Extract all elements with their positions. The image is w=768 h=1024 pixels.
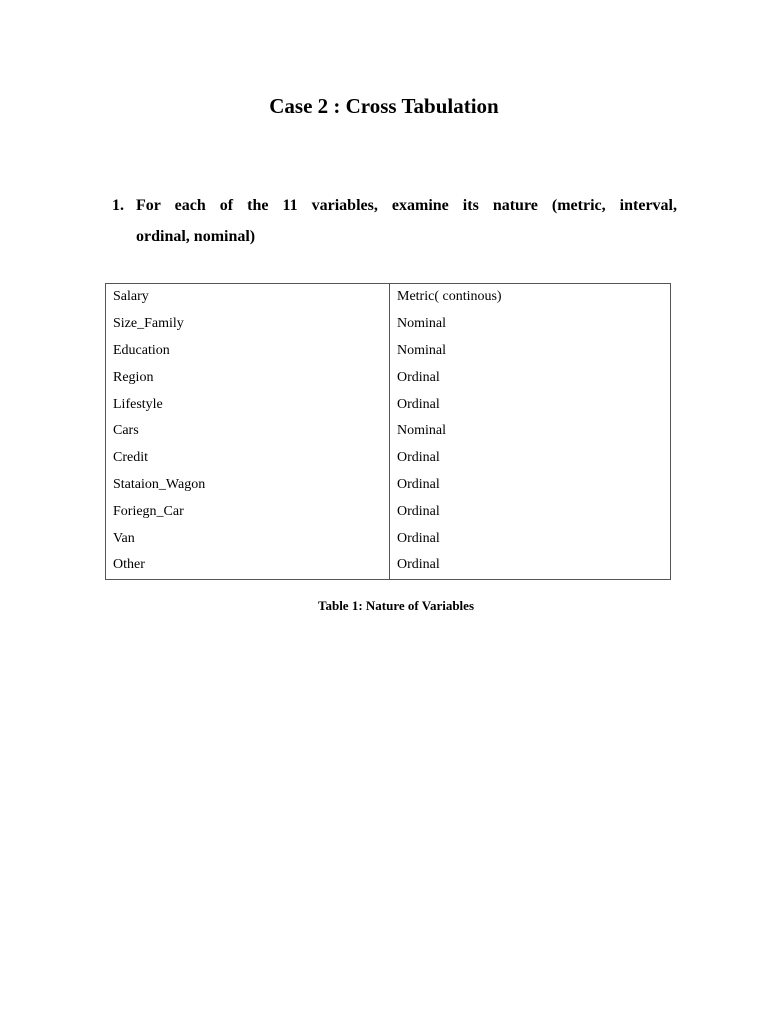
nature-cell: Ordinal [397,476,440,492]
table-row [106,418,671,445]
question-text [136,190,677,252]
nature-cell: Nominal [397,342,446,358]
nature-cell: Metric( continous) [397,289,502,305]
table-caption: Table 1: Nature of Variables [317,598,474,613]
variable-cell: Salary [106,284,390,311]
table-row [106,338,671,365]
table-row [106,552,671,579]
nature-cell: Ordinal [397,557,440,573]
nature-cell: Ordinal [397,396,440,412]
nature-cell: Ordinal [397,369,440,385]
table-row [106,525,671,552]
nature-cell: Ordinal [397,503,440,519]
question-text-line-2: ordinal, nominal) [136,228,256,245]
variable-cell: Region [106,364,390,391]
variable-cell: Cars [106,418,390,445]
variables-table-body [106,284,671,580]
nature-cell: Nominal [397,423,446,439]
variable-cell: Other [106,552,390,579]
table-row [106,445,671,472]
table-row [106,391,671,418]
table-row [106,284,671,311]
nature-cell: Ordinal [397,450,440,466]
variable-cell: Foriegn_Car [106,498,390,525]
nature-cell: Nominal [397,316,446,332]
variables-table [105,283,671,580]
question-1 [112,190,677,252]
variable-cell: Education [106,338,390,365]
variable-cell: Stataion_Wagon [106,472,390,499]
question-number: 1. [112,197,124,214]
table-row [106,364,671,391]
table-row [106,311,671,338]
variable-cell: Size_Family [106,311,390,338]
question-text-line-1: For each of the 11 variables, examine its nature (metric, interval, [136,197,677,214]
table-row [106,498,671,525]
page-title: Case 2 : Cross Tabulation [269,94,499,118]
variable-cell: Van [106,525,390,552]
variable-cell: Lifestyle [106,391,390,418]
variable-cell: Credit [106,445,390,472]
table-row [106,472,671,499]
nature-cell: Ordinal [397,530,440,546]
